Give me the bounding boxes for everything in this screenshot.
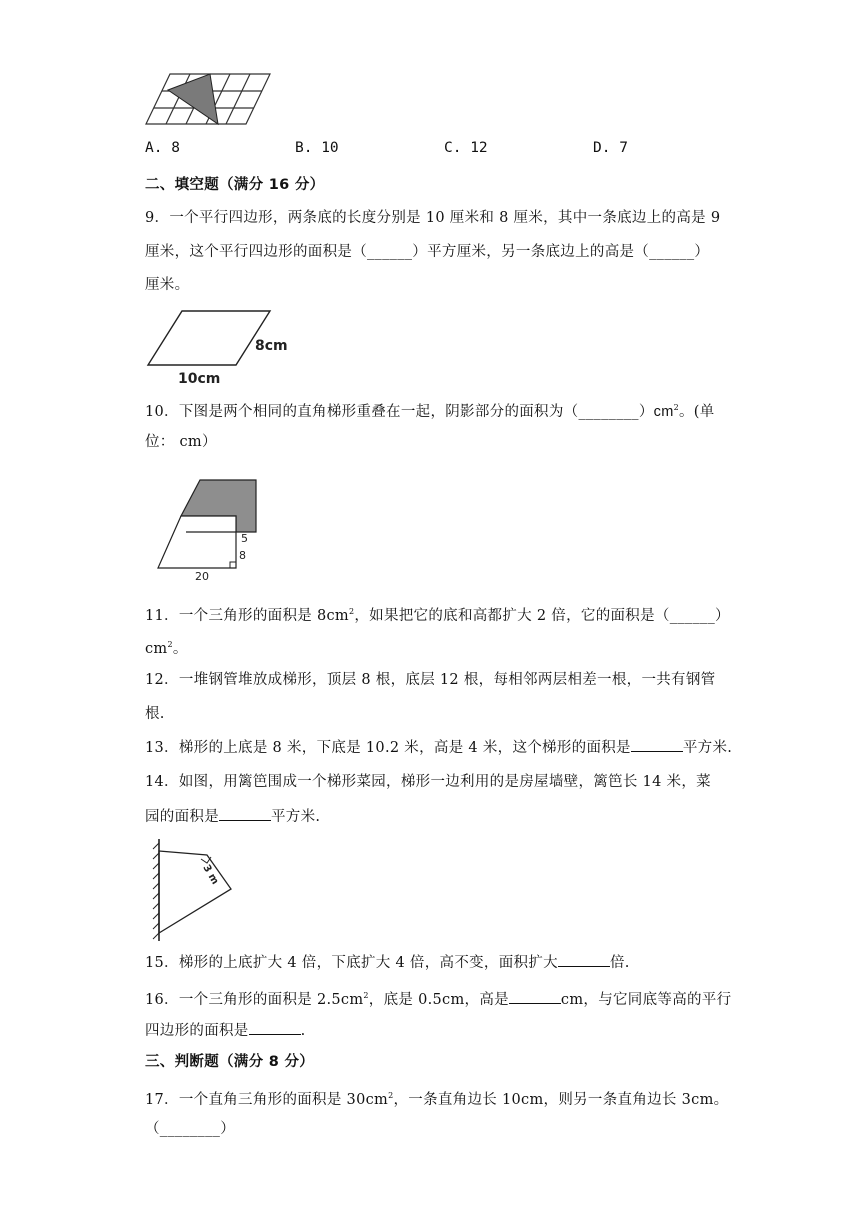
q11-sup: 2 — [348, 607, 355, 616]
q14-garden-figure — [145, 835, 245, 945]
q9-line1: 9．一个平行四边形，两条底的长度分别是 10 厘米和 8 厘米，其中一条底边上的高是 9 — [145, 210, 721, 226]
shaded-triangle — [168, 74, 218, 124]
q14-label: 3 m — [200, 863, 221, 887]
q9-line2: 厘米，这个平行四边形的面积是（______）平方厘米，另一条底边上的高是（______） — [145, 244, 710, 260]
q16-text-2: 四边形的面积是 — [145, 1023, 249, 1039]
q12-line1: 12．一堆钢管堆放成梯形，顶层 8 根，底层 12 根，每相邻两层相差一根，一共有钢管 — [145, 672, 716, 688]
q11-line1 — [145, 602, 730, 626]
q16-height-blank[interactable] — [509, 989, 561, 1004]
q16-text-end: cm，与它同底等高的平行 — [560, 991, 732, 1008]
q15-text-end: 倍. — [609, 955, 630, 971]
q10-label-20: 20 — [195, 570, 209, 583]
q11-period: 。 — [172, 640, 188, 657]
q11-text-end: ，如果把它的底和高都扩大 2 倍，它的面积是（______） — [354, 607, 730, 624]
q16-sup: 2 — [363, 991, 369, 1000]
q9-label-base: 10cm — [178, 371, 221, 387]
q13-line — [145, 737, 732, 758]
q9-parallelogram-figure — [140, 305, 300, 387]
q13-answer-blank[interactable] — [631, 737, 683, 752]
q10-label-8: 8 — [239, 549, 246, 562]
q15-line — [145, 952, 630, 973]
q8-option-a[interactable]: A. 8 — [145, 140, 180, 156]
section-heading-fill-in: 二、填空题（满分 16 分） — [145, 177, 325, 193]
q10-text-end: 。(单 — [678, 403, 715, 420]
q17-answer-blank[interactable]: （________） — [145, 1121, 235, 1137]
q8-option-b[interactable]: B. 10 — [295, 140, 339, 156]
q10-trapezoid-figure — [150, 474, 275, 584]
q14-line2 — [145, 806, 320, 827]
q16-text-mid: ，底是 0.5cm，高是 — [368, 991, 509, 1008]
q15-answer-blank[interactable] — [558, 952, 610, 967]
q16-period: . — [300, 1023, 306, 1039]
q8-option-d[interactable]: D. 7 — [593, 140, 628, 156]
q13-text: 13．梯形的上底是 8 米，下底是 10.2 米，高是 4 米，这个梯形的面积是 — [145, 740, 631, 756]
q17-text-end: ，一条直角边长 10cm，则另一条直角边长 3cm。 — [393, 1091, 729, 1108]
q10-label-5: 5 — [241, 532, 248, 545]
section-heading-true-false: 三、判断题（满分 8 分） — [145, 1054, 315, 1070]
q10-text: 10．下图是两个相同的直角梯形重叠在一起，阴影部分的面积为（________） — [145, 403, 654, 420]
q9-label-side: 8cm — [255, 338, 288, 354]
q16-area-blank[interactable] — [249, 1020, 301, 1035]
q8-option-c[interactable]: C. 12 — [444, 140, 488, 156]
q17-sup: 2 — [388, 1091, 394, 1100]
q14-text-end: 平方米. — [271, 809, 321, 825]
q13-text-end: 平方米. — [682, 740, 733, 756]
q16-line2 — [145, 1020, 306, 1041]
q11-text: 11．一个三角形的面积是 8cm — [145, 607, 349, 624]
q16-line1 — [145, 986, 731, 1010]
q14-line1: 14．如图，用篱笆围成一个梯形菜园，梯形一边利用的是房屋墙壁，篱笆长 14 米，菜 — [145, 774, 711, 790]
q16-text: 16．一个三角形的面积是 2.5cm — [145, 991, 364, 1008]
q10-line1 — [145, 398, 715, 422]
q11-line2 — [145, 635, 188, 659]
q14-answer-blank[interactable] — [219, 806, 271, 821]
q10-unit: cm — [653, 403, 674, 420]
q11-unit-sup: 2 — [167, 640, 173, 649]
q14-text: 园的面积是 — [145, 809, 219, 825]
q17-line1 — [145, 1086, 728, 1110]
q9-line3: 厘米。 — [145, 277, 190, 293]
q17-text: 17．一个直角三角形的面积是 30cm — [145, 1091, 389, 1108]
q11-unit: cm — [145, 640, 168, 657]
q10-line2: 位： cm） — [145, 434, 217, 450]
q12-line2: 根. — [145, 706, 165, 722]
q10-sup: 2 — [673, 403, 679, 412]
q15-text: 15．梯形的上底扩大 4 倍，下底扩大 4 倍，高不变，面积扩大 — [145, 955, 558, 971]
q8-grid-figure — [140, 68, 280, 130]
